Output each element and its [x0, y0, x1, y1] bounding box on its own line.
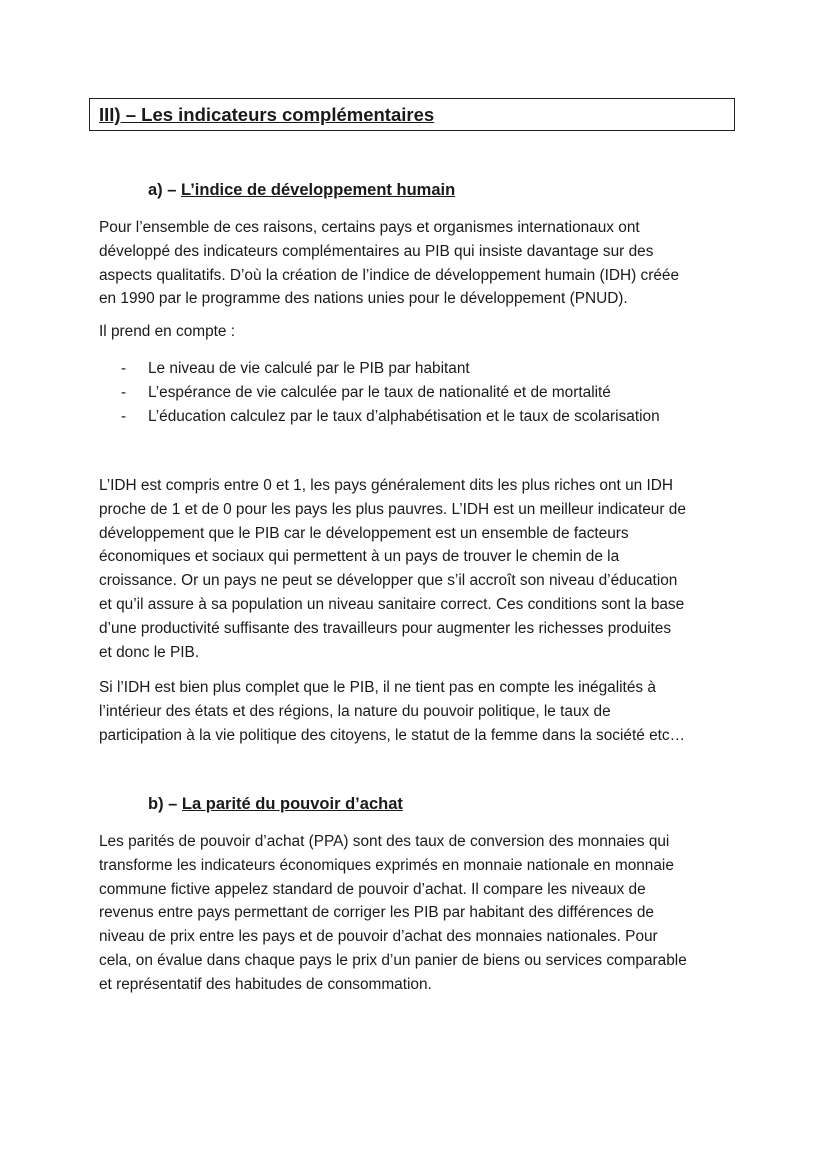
text-line: participation à la vie politique des citoyens, le statut de la femme dans la société etc… — [99, 726, 686, 744]
text-line: niveau de prix entre les pays et de pouvoir d’achat des monnaies nationales. Pour — [99, 928, 658, 946]
text-line: en 1990 par le programme des nations unies pour le développement (PNUD). — [99, 290, 628, 308]
paragraph-ppa — [99, 830, 739, 997]
bullet-dash: - — [121, 384, 127, 401]
text-line: proche de 1 et de 0 pour les pays les plus pauvres. L’IDH est un meilleur indicateur de — [99, 500, 686, 518]
bullet-dash: - — [121, 408, 127, 425]
text-line: L’IDH est compris entre 0 et 1, les pays généralement dits les plus riches ont un IDH — [99, 477, 673, 494]
list-item — [121, 405, 660, 429]
text-line: croissance. Or un pays ne peut se développer que s’il accroît son niveau d’éducation — [99, 572, 678, 590]
text-line: transforme les indicateurs économiques exprimés en monnaie nationale en monnaie — [99, 856, 674, 874]
text-line: et donc le PIB. — [99, 643, 200, 661]
text-line: Il prend en compte : — [99, 323, 236, 340]
list-item — [121, 357, 660, 381]
text-line: aspects qualitatifs. D’où la création de l’indice de développement humain (IDH) créée — [99, 266, 680, 284]
text-line: revenus entre pays permettant de corriger les PIB par habitant des différences de — [99, 904, 654, 922]
subheading-b-title: La parité du pouvoir d’achat — [181, 795, 403, 813]
text-line: l’intérieur des états et des régions, la nature du pouvoir politique, le taux de — [99, 702, 611, 720]
text-line: et qu’il assure à sa population un niveau sanitaire correct. Ces conditions sont la base — [99, 595, 685, 613]
subheading-a — [148, 181, 455, 200]
section-title: III) – Les indicateurs complémentaires — [99, 104, 435, 125]
text-line: économiques et sociaux qui permettent à un pays de trouver le chemin de la — [99, 548, 620, 566]
list-item-text: L’espérance de vie calculée par le taux de nationalité et de mortalité — [148, 384, 611, 401]
subheading-a-prefix: a) – — [148, 181, 182, 199]
text-line: Pour l’ensemble de ces raisons, certains pays et organismes internationaux ont — [99, 219, 640, 236]
section-heading-box — [89, 98, 735, 131]
text-line: d’une productivité suffisante des travailleurs pour augmenter les richesses produites — [99, 619, 672, 637]
paragraph-takes-into-account — [99, 320, 739, 344]
text-line: commune fictive appelez standard de pouvoir d’achat. Il compare les niveaux de — [99, 880, 646, 898]
text-line: développé des indicateurs complémentaires au PIB qui insiste davantage sur des — [99, 242, 654, 260]
criteria-list — [121, 357, 660, 429]
text-line: Les parités de pouvoir d’achat (PPA) sont des taux de conversion des monnaies qui — [99, 833, 670, 850]
bullet-dash: - — [121, 360, 127, 377]
list-item-text: Le niveau de vie calculé par le PIB par habitant — [148, 360, 470, 377]
subheading-a-title: L’indice de développement humain — [181, 181, 456, 199]
paragraph-idh-limits — [99, 676, 739, 747]
text-line: cela, on évalue dans chaque pays le prix d’un panier de biens ou services comparable — [99, 951, 687, 969]
list-item-text: L’éducation calculez par le taux d’alphabétisation et le taux de scolarisation — [148, 408, 660, 425]
subheading-b-prefix: b) – — [148, 795, 182, 813]
text-line: développement que le PIB car le développement est un ensemble de facteurs — [99, 524, 629, 542]
text-line: Si l’IDH est bien plus complet que le PIB, il ne tient pas en compte les inégalités à — [99, 679, 656, 696]
paragraph-idh-range — [99, 474, 739, 664]
list-item — [121, 381, 660, 405]
subheading-b — [148, 795, 403, 814]
paragraph-intro — [99, 216, 739, 311]
text-line: et représentatif des habitudes de consommation. — [99, 975, 432, 993]
